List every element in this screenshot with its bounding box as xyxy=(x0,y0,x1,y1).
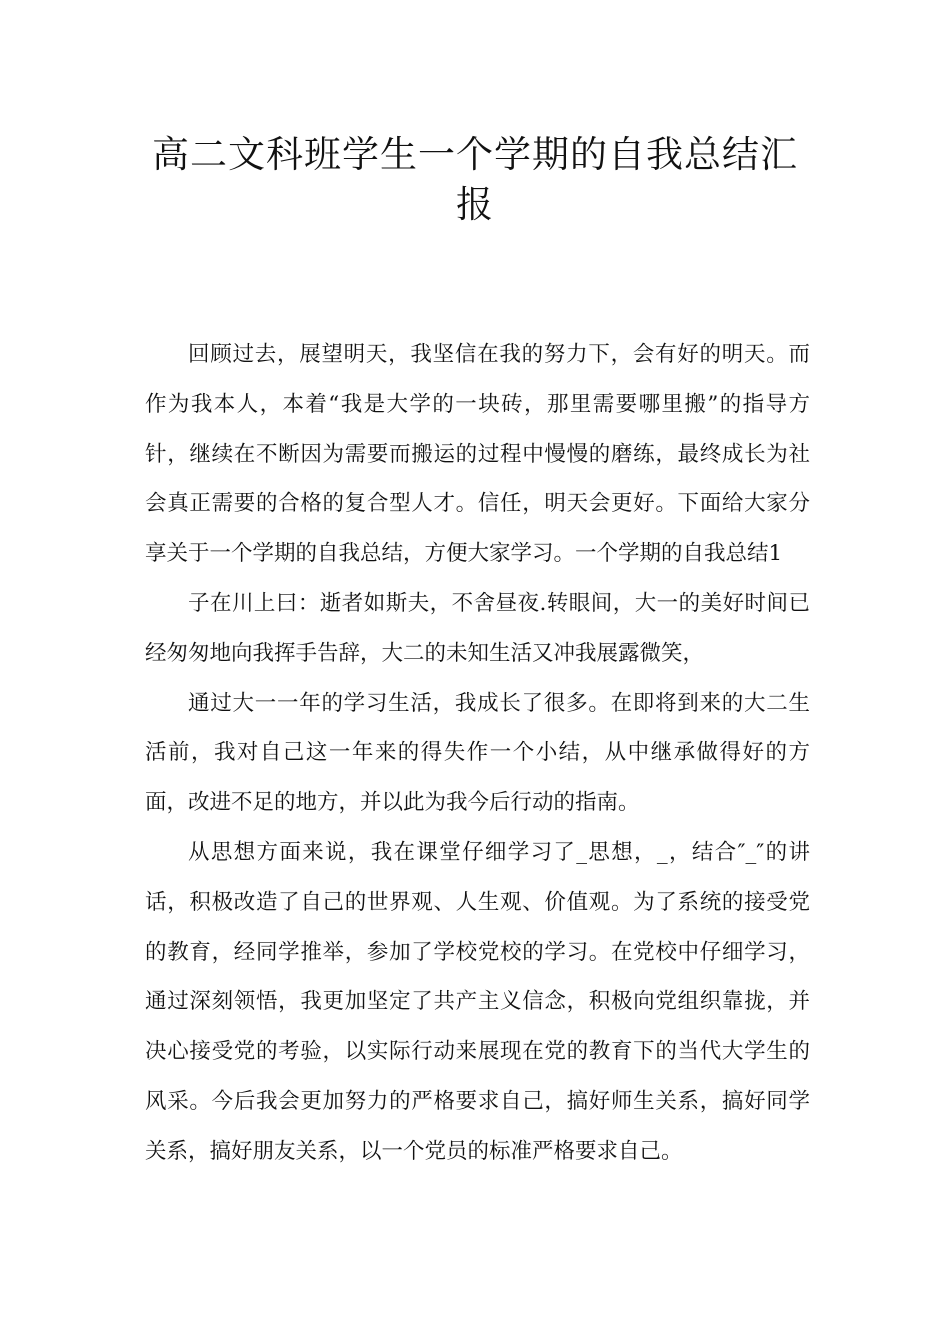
paragraph-quote: 子在川上曰：逝者如斯夫，不舍昼夜.转眼间，大一的美好时间已经匆匆地向我挥手告辞，大二的未知生活又冲我展露微笑， xyxy=(145,590,810,666)
title-line-1: 高二文科班学生一个学期的自我总结汇 xyxy=(152,133,798,176)
paragraph-thought: 从思想方面来说，我在课堂仔细学习了_思想，_，结合″_″的讲话，积极改造了自己的世界观、人生观、价值观。为了系统的接受党的教育，经同学推举，参加了学校党校的学习。在党校中仔细学习，通过深刻领悟，我更加坚定了共产主义信念，积极向党组织靠拢，并决心接受党的考验，以实际行动来展现在党的教育下的当代大学生的风采。今后我会更加努力的严格要求自己，搞好师生关系，搞好同学关系，搞好朋友关系，以一个党员的标准严格要求自己。 xyxy=(145,839,810,1164)
document-body xyxy=(145,330,810,1177)
paragraph-intro: 回顾过去，展望明天，我坚信在我的努力下，会有好的明天。而作为我本人，本着“我是大学的一块砖，那里需要哪里搬”的指导方针，继续在不断因为需要而搬运的过程中慢慢的磨练，最终成长为社会真正需要的合格的复合型人才。信任，明天会更好。下面给大家分享关于一个学期的自我总结，方便大家学习。一个学期的自我总结1 xyxy=(145,342,810,567)
page-title xyxy=(120,130,830,230)
paragraph-growth: 通过大一一年的学习生活，我成长了很多。在即将到来的大二生活前，我对自己这一年来的得失作一个小结，从中继承做得好的方面，改进不足的地方，并以此为我今后行动的指南。 xyxy=(145,690,810,816)
title-line-2: 报 xyxy=(456,183,494,226)
